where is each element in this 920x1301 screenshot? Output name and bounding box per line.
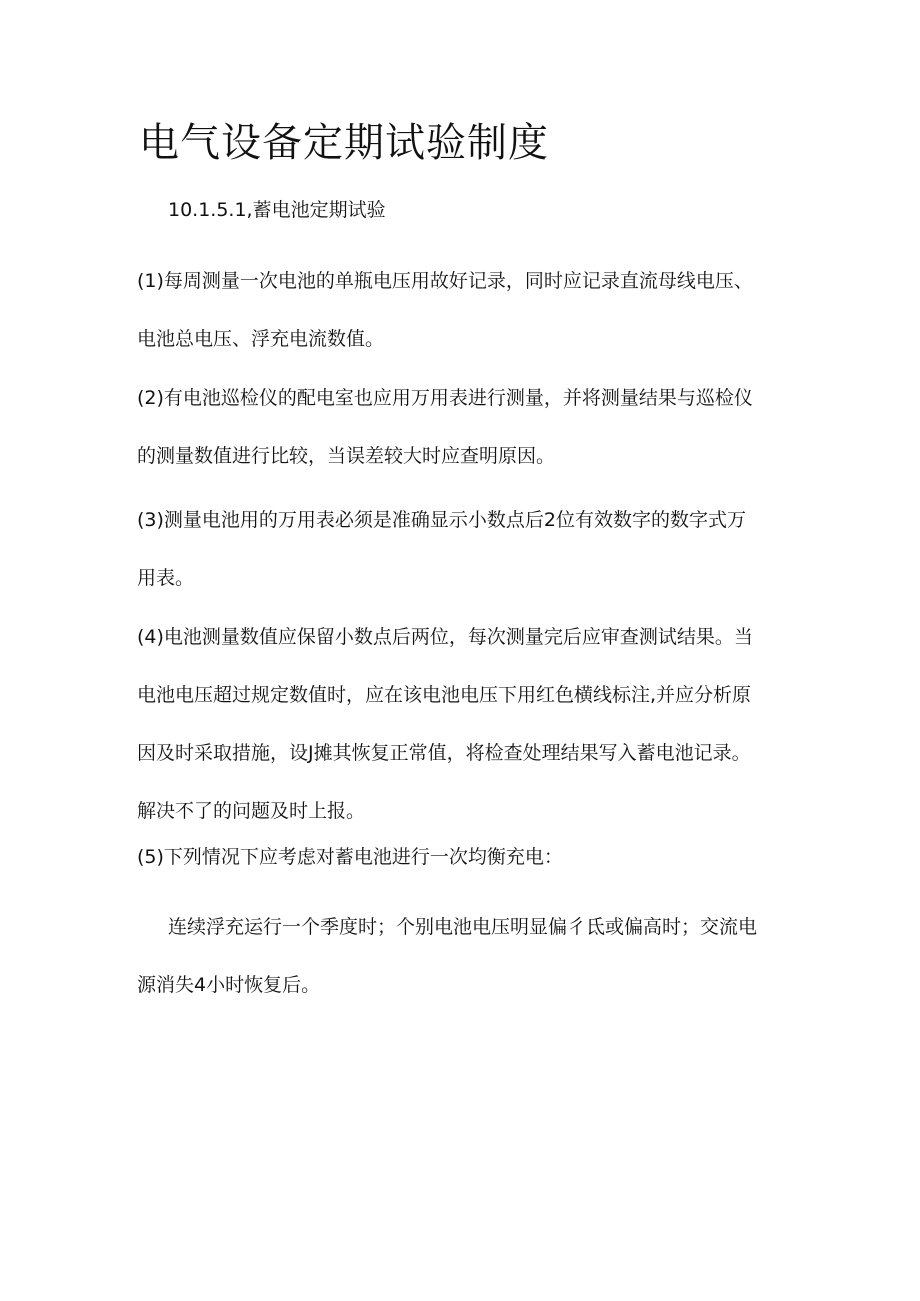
- paragraph-line: 用表。: [137, 567, 195, 589]
- paragraph-line: 电池电压超过规定数值时，应在该电池电压下用红色横线标注,并应分析原: [137, 684, 752, 706]
- paragraph-line: 的测量数值进行比较，当误差较大时应查明原因。: [137, 445, 556, 467]
- paragraph-4: [137, 608, 787, 840]
- paragraph-line: (4)电池测量数值应保留小数点后两位，每次测量完后应审查测试结果。当: [137, 626, 753, 648]
- section-heading: 10.1.5.1,蓄电池定期试验: [168, 199, 386, 221]
- paragraph-1: [137, 252, 787, 368]
- paragraph-line: (5)下列情况下应考虑对蓄电池进行一次均衡充电：: [137, 846, 563, 868]
- document-title: 电气设备定期试验制度: [139, 120, 549, 166]
- paragraph-line: 连续浮充运行一个季度时；个别电池电压明显偏彳氐或偏高时；交流电: [168, 916, 758, 938]
- paragraph-line: (3)测量电池用的万用表必须是准确显示小数点后2位有效数字的数字式万: [137, 509, 747, 531]
- paragraph-5: [137, 828, 787, 886]
- paragraph-line: 源消失4小时恢复后。: [137, 974, 321, 996]
- paragraph-line: (1)每周测量一次电池的单瓶电压用故好记录，同时应记录直流母线电压、: [137, 270, 753, 292]
- paragraph-6: [137, 898, 787, 1014]
- paragraph-2: [137, 369, 787, 485]
- paragraph-3: [137, 491, 787, 607]
- paragraph-line: 解决不了的问题及时上报。: [137, 800, 366, 822]
- paragraph-line: 电池总电压、浮充电流数值。: [137, 328, 385, 350]
- paragraph-line: (2)有电池巡检仪的配电室也应用万用表进行测量，并将测量结果与巡检仪: [137, 387, 753, 409]
- paragraph-line: 因及时采取措施，设J摊其恢复正常值，将检查处理结果写入蓄电池记录。: [137, 742, 751, 764]
